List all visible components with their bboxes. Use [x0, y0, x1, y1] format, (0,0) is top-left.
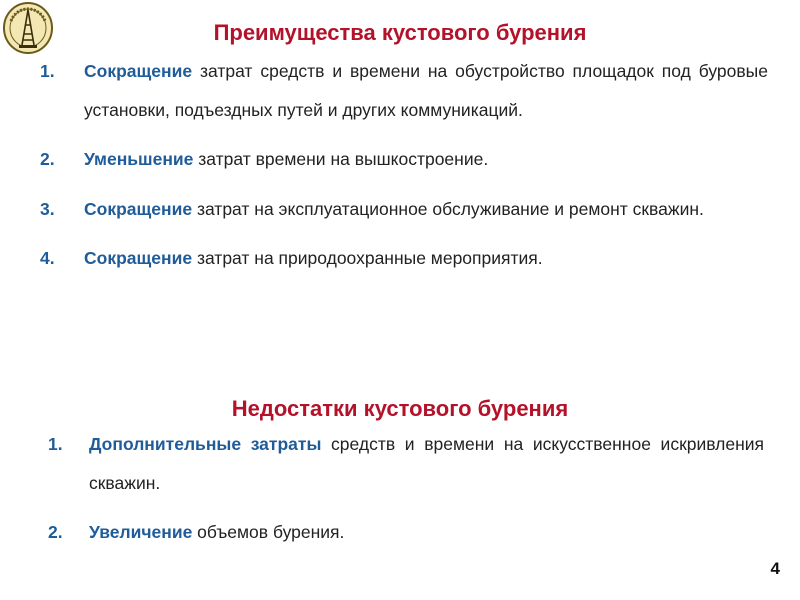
list-text: затрат времени на вышкостроение.	[193, 149, 489, 169]
list-number: 4.	[40, 248, 55, 268]
list-number: 3.	[40, 198, 55, 219]
list-item	[40, 52, 768, 129]
list-item	[40, 190, 768, 229]
disadvantages-title: Недостатки кустового бурения	[231, 396, 569, 421]
list-text: затрат средств и времени на обустройство площадок под буровые установки, подъездных путей и других коммуникаций.	[84, 61, 768, 120]
list-number: 2.	[48, 522, 63, 542]
list-text: затрат на эксплуатационное обслуживание и ремонт скважин.	[192, 198, 704, 219]
page-number: 4	[770, 559, 780, 578]
list-text: средств и времени на искусственное искривления скважин.	[89, 434, 765, 493]
list-number: 2.	[40, 149, 55, 169]
list-item	[48, 425, 764, 502]
list-number: 1.	[48, 434, 63, 454]
list-keyword: Дополнительные затраты	[89, 434, 322, 454]
list-keyword: Увеличение	[89, 522, 193, 542]
list-keyword: Сокращение	[84, 198, 193, 219]
advantages-list	[40, 52, 768, 289]
list-keyword: Сокращение	[84, 248, 193, 268]
advantages-title: Преимущества кустового бурения	[213, 20, 587, 45]
list-number: 1.	[40, 61, 55, 81]
disadvantages-list	[48, 425, 764, 563]
list-item	[48, 513, 764, 552]
list-text: затрат на природоохранные мероприятия.	[192, 248, 543, 268]
list-text: объемов бурения.	[192, 522, 345, 542]
list-item	[40, 140, 768, 179]
list-keyword: Сокращение	[84, 61, 193, 81]
list-keyword: Уменьшение	[84, 149, 194, 169]
list-item	[40, 239, 768, 278]
